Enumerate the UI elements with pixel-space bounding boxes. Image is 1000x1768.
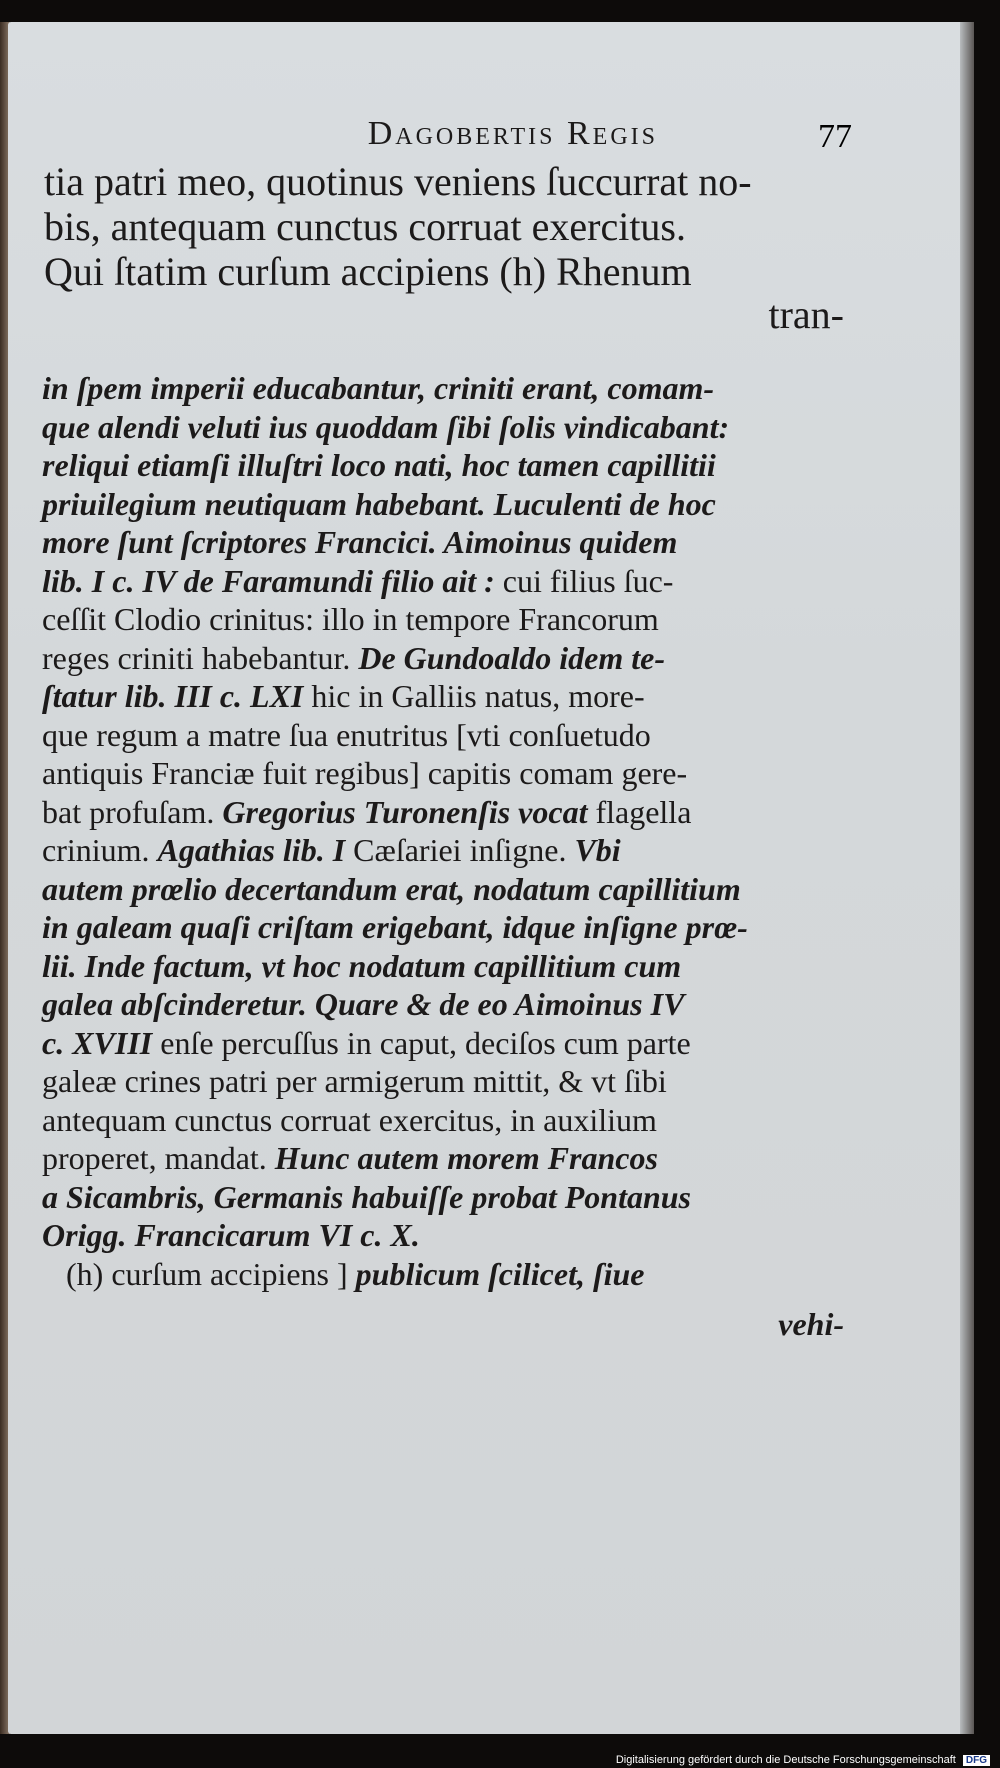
footer-credit: Digitalisierung gefördert durch die Deutsche Forschungsgemeinschaft — [615, 1754, 956, 1766]
running-header: Dagobertis Regis — [367, 115, 658, 152]
main-text-line: bis, antequam cunctus corruat exercitus. — [44, 204, 686, 249]
footnote-line — [42, 911, 1000, 943]
footnote-segment: reliqui etiamſi illuſtri loco nati, hoc tamen capillitii — [42, 447, 716, 483]
footnote-line — [42, 680, 1000, 712]
footnote-segment: c. XVIII — [42, 1024, 161, 1061]
footnote-line — [42, 1024, 1000, 1061]
footnote-segment: que regum a matre ſua enutritus [vti conſuetudo — [42, 716, 651, 753]
footnote-line — [42, 1178, 1000, 1215]
footnote-line — [42, 716, 1000, 753]
footnote-line — [42, 793, 1000, 830]
footnote-line — [42, 947, 1000, 984]
footnote-segment: ſtatur lib. III c. LXI — [42, 678, 312, 714]
footnote-segment: a Sicambris, Germanis habuiſſe probat Pontanus — [42, 1178, 691, 1215]
footnote-segment: Gregorius Turonenſis vocat — [222, 793, 596, 830]
footnote-segment: in galeam quaſi criſtam erigebant, idque inſigne prœ- — [42, 909, 748, 945]
footnote-segment: publicum ſcilicet, ſiue — [355, 1255, 645, 1292]
footnote-segment: ceſſit Clodio crinitus: illo in tempore Francorum — [42, 601, 659, 637]
footnote-line — [42, 372, 1000, 404]
digitization-footer — [616, 1754, 990, 1766]
footnote-segment: lib. I c. IV de Faramundi filio ait : — [42, 562, 503, 599]
footnote-line — [42, 449, 1000, 481]
footnote-segment: (h) curſum accipiens ] — [66, 1255, 356, 1292]
footnote-segment: De Gundoaldo idem te- — [358, 639, 665, 676]
footnote-segment: cui filius ſuc- — [502, 562, 674, 599]
main-text-line: tia patri meo, quotinus veniens ſuccurrat no- — [44, 159, 752, 204]
footnote-segment: Vbi — [574, 832, 621, 868]
footnote-segment: Agathias lib. I — [157, 832, 354, 868]
footnote-line — [42, 639, 1000, 676]
footnote-segment: lii. Inde factum, vt hoc nodatum capillitium cum — [42, 947, 682, 984]
footnote-segment: antiquis Franciæ fuit regibus] capitis comam gere- — [42, 755, 688, 791]
footnote-line — [42, 1065, 1000, 1097]
footnote-line — [42, 1142, 1000, 1174]
footnote-segment: enſe percuſſus in caput, deciſos cum parte — [160, 1024, 691, 1061]
book-page — [8, 22, 968, 1734]
footnote-line — [66, 1255, 1000, 1292]
footnote-segment: priuilegium neutiquam habebant. Luculenti de hoc — [42, 485, 716, 522]
footnote-line — [42, 834, 1000, 866]
footnote-line — [42, 526, 1000, 558]
footnote-line — [42, 757, 1000, 789]
footnote-line — [42, 485, 1000, 522]
footnote-segment: Hunc autem morem Francos — [274, 1140, 658, 1176]
page-number: 77 — [818, 118, 852, 155]
footnote-line — [42, 408, 1000, 445]
footnote-catchword: vehi- — [778, 1306, 844, 1342]
footnote-segment: reges criniti habebantur. — [42, 639, 359, 676]
footnote-line — [42, 988, 1000, 1020]
footnote-line — [42, 1219, 1000, 1251]
footnote-segment: properet, mandat. — [42, 1140, 275, 1176]
footnote-line — [42, 603, 1000, 635]
page-fore-edge — [960, 22, 974, 1734]
footnote-line — [42, 870, 1000, 907]
footnote-segment: antequam cunctus corruat exercitus, in auxilium — [42, 1101, 657, 1138]
footnote-segment: more ſunt ſcriptores Francici. Aimoinus quidem — [42, 524, 678, 560]
footnote-line — [42, 562, 1000, 599]
footnote-segment: hic in Galliis natus, more- — [311, 678, 645, 714]
main-text-line: tran- — [768, 292, 844, 337]
footnote-segment: Cæſariei inſigne. — [353, 832, 575, 868]
main-text-line: Qui ſtatim curſum accipiens (h) Rhenum — [44, 249, 692, 294]
footnote-segment: que alendi veluti ius quoddam ſibi ſolis vindicabant: — [42, 408, 730, 445]
footnote-segment: autem prœlio decertandum erat, nodatum capillitium — [42, 870, 741, 907]
footnote-segment: crinium. — [42, 832, 158, 868]
dfg-logo: DFG — [963, 1755, 990, 1766]
footnote-line — [42, 1101, 1000, 1138]
footnote-segment: flagella — [595, 793, 692, 830]
footnote-segment: galeæ crines patri per armigerum mittit, & vt ſibi — [42, 1063, 667, 1099]
footnote-segment: bat profuſam. — [42, 793, 223, 830]
footnote-segment: galea abſcinderetur. Quare & de eo Aimoinus IV — [42, 986, 685, 1022]
footnote-segment: in ſpem imperii educabantur, criniti erant, comam- — [42, 370, 715, 406]
footnote-segment: Origg. Francicarum VI c. X. — [42, 1217, 420, 1253]
